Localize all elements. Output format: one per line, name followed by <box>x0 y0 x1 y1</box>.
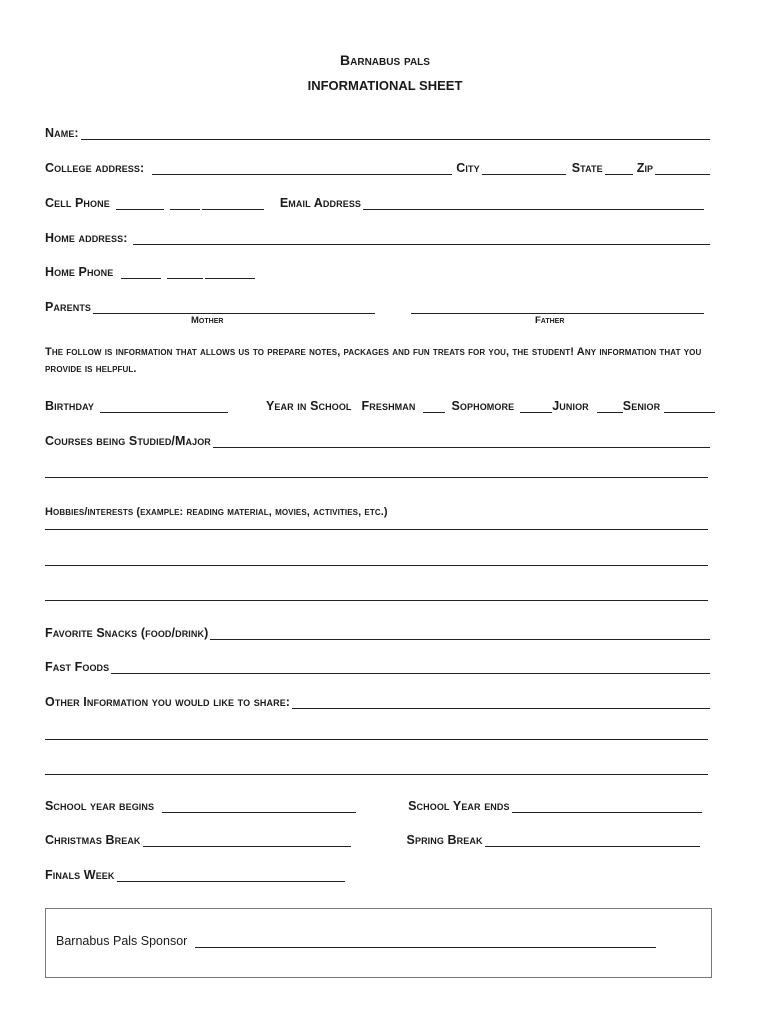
home-address-label: Home address: <box>45 231 128 245</box>
finals-week-field[interactable] <box>117 867 345 882</box>
hobbies-line-3[interactable] <box>45 599 708 601</box>
school-year-begins-label: School year begins <box>45 799 155 813</box>
favorite-snacks-label: Favorite Snacks (food/drink) <box>45 626 209 640</box>
mother-caption: Mother <box>191 315 224 326</box>
breaks-row <box>45 827 710 847</box>
state-label: State <box>571 161 603 175</box>
courses-label: Courses being Studied/Major <box>45 434 211 448</box>
college-address-row <box>45 155 710 175</box>
spring-break-label: Spring Break <box>406 833 483 847</box>
fast-foods-field[interactable] <box>111 659 710 674</box>
home-phone-prefix-field[interactable] <box>167 264 203 279</box>
father-caption: Father <box>535 315 565 326</box>
fast-foods-row <box>45 654 710 674</box>
state-field[interactable] <box>605 160 633 175</box>
birthday-label: Birthday <box>45 399 94 413</box>
zip-field[interactable] <box>655 160 710 175</box>
courses-extra-line[interactable] <box>45 476 708 478</box>
finals-week-label: Finals Week <box>45 868 115 882</box>
year-in-school-label: Year in School <box>266 399 352 413</box>
birthday-field[interactable] <box>100 398 228 413</box>
intro-paragraph: The follow is information that allows us to prepare notes, packages and fun treats for you, the student! Any information that you provide is helpful. <box>45 346 702 375</box>
senior-field[interactable] <box>664 398 715 413</box>
sponsor-field[interactable] <box>195 933 656 948</box>
school-year-ends-label: School Year ends <box>408 799 510 813</box>
hobbies-line-2[interactable] <box>45 564 708 566</box>
freshman-field[interactable] <box>423 398 445 413</box>
home-phone-area-field[interactable] <box>121 264 161 279</box>
favorite-snacks-row <box>45 620 710 640</box>
courses-row <box>45 428 710 448</box>
sponsor-label: Barnabus Pals Sponsor <box>56 934 188 948</box>
cell-phone-prefix-field[interactable] <box>170 195 200 210</box>
junior-field[interactable] <box>597 398 623 413</box>
school-year-ends-field[interactable] <box>512 798 702 813</box>
favorite-snacks-field[interactable] <box>210 625 710 640</box>
cell-phone-area-field[interactable] <box>116 195 164 210</box>
hobbies-label: Hobbies/interests (example: reading material, movies, activities, etc.) <box>45 506 388 518</box>
mother-field[interactable] <box>93 299 375 314</box>
phone-email-row <box>45 190 710 210</box>
other-info-line-3[interactable] <box>45 773 708 775</box>
city-field[interactable] <box>482 160 566 175</box>
birthday-year-row <box>45 393 715 413</box>
sponsor-row <box>56 933 656 948</box>
hobbies-line-1[interactable] <box>45 528 708 530</box>
finals-week-row <box>45 862 710 882</box>
school-year-row <box>45 793 710 813</box>
junior-label: Junior <box>552 399 589 413</box>
other-info-line-2[interactable] <box>45 738 708 740</box>
freshman-label: Freshman <box>361 399 416 413</box>
sponsor-box <box>45 908 712 978</box>
email-label: Email Address <box>279 196 362 210</box>
sophomore-field[interactable] <box>520 398 552 413</box>
courses-field[interactable] <box>213 433 710 448</box>
college-address-field[interactable] <box>152 160 452 175</box>
form-title: Barnabus pals <box>340 52 430 68</box>
christmas-break-label: Christmas Break <box>45 833 141 847</box>
fast-foods-label: Fast Foods <box>45 660 110 674</box>
school-year-begins-field[interactable] <box>162 798 356 813</box>
cell-phone-line-field[interactable] <box>202 195 264 210</box>
christmas-break-field[interactable] <box>143 832 351 847</box>
home-phone-label: Home Phone <box>45 265 114 279</box>
home-address-row <box>45 225 710 245</box>
other-info-field[interactable] <box>292 694 710 709</box>
city-label: City <box>456 161 480 175</box>
parents-row <box>45 294 710 314</box>
name-row <box>45 120 710 140</box>
other-info-label: Other Information you would like to share: <box>45 695 291 709</box>
senior-label: Senior <box>622 399 661 413</box>
hobbies-row <box>45 498 710 518</box>
name-label: Name: <box>45 126 79 140</box>
home-address-field[interactable] <box>133 230 710 245</box>
form-subtitle: INFORMATIONAL SHEET <box>307 78 463 93</box>
home-phone-line-field[interactable] <box>205 264 255 279</box>
email-field[interactable] <box>363 195 704 210</box>
spring-break-field[interactable] <box>485 832 700 847</box>
other-info-row <box>45 689 710 709</box>
college-address-label: College address: <box>45 161 145 175</box>
zip-label: Zip <box>636 161 654 175</box>
home-phone-row <box>45 259 710 279</box>
parents-label: Parents <box>45 300 92 314</box>
father-field[interactable] <box>411 299 704 314</box>
name-field[interactable] <box>81 125 710 140</box>
sophomore-label: Sophomore <box>451 399 515 413</box>
cell-phone-label: Cell Phone <box>45 196 110 210</box>
